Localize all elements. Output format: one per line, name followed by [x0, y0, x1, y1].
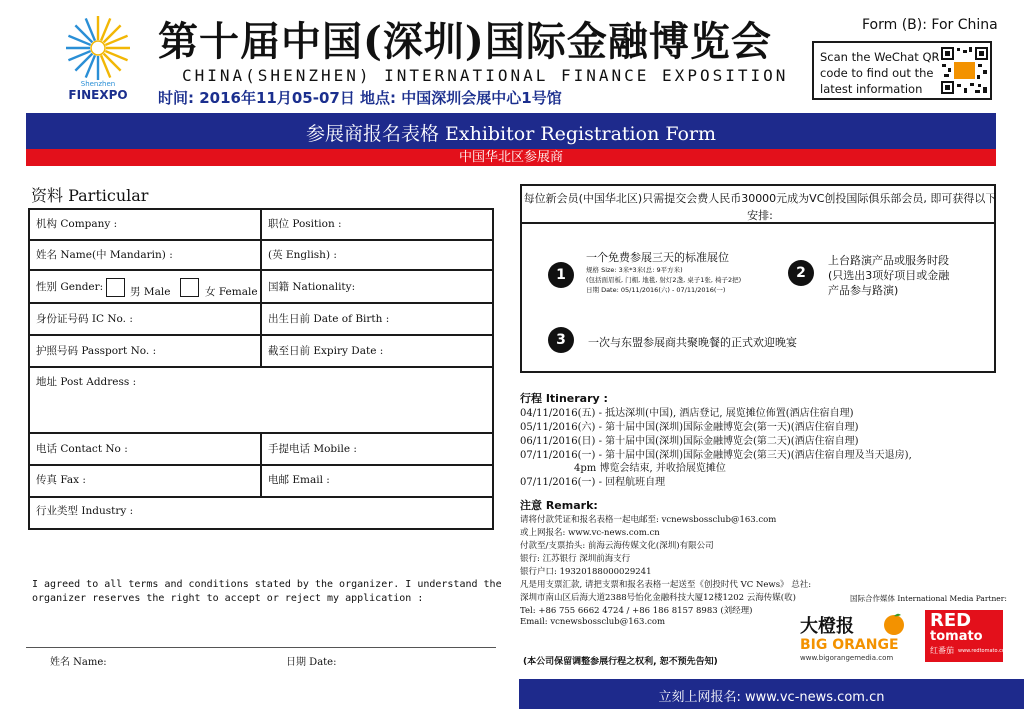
name-mandarin-field[interactable]: 姓名 Name(中 Mandarin) :	[36, 249, 173, 261]
benefit-detail: 日期 Date: 05/11/2016(六) - 07/11/2016(一)	[586, 286, 726, 294]
benefit-detail: 产品参与路演)	[828, 284, 899, 297]
passport-field[interactable]: 护照号码 Passport No. :	[36, 345, 157, 357]
page-title: 第十届中国(深圳)国际金融博览会	[158, 18, 772, 65]
logo-city: Shenzhen	[80, 80, 116, 88]
itinerary-heading: 行程 Itinerary :	[520, 392, 608, 405]
number-badge: 1	[548, 262, 574, 288]
benefit-title: 一个免费参展三天的标准展位	[586, 251, 729, 264]
remark-line: 深圳市南山区后海大道2388号怡化金融科技大厦12楼1202 云海传媒(收)	[520, 593, 796, 603]
benefit-title: 上台路演产品或服务时段	[828, 254, 949, 267]
itinerary-line: 06/11/2016(日) - 第十届中国(深圳)国际金融博览会(第二天)(酒店住宿自理)	[520, 436, 859, 447]
red-tomato-url: www.redtomato.com.my	[958, 648, 1020, 654]
qr-code-icon[interactable]	[940, 46, 989, 95]
number-badge: 2	[788, 260, 814, 286]
form-title: 参展商报名表格 Exhibitor Registration Form	[305, 123, 717, 145]
divider	[260, 208, 262, 368]
big-orange-url: www.bigorangemedia.com	[800, 654, 894, 662]
orange-fruit-icon	[882, 612, 906, 636]
email-field[interactable]: 电邮 Email :	[268, 474, 330, 486]
signature-name-field[interactable]: 姓名 Name:	[50, 657, 107, 668]
male-checkbox[interactable]	[106, 278, 125, 297]
benefit-detail: 规格 Size: 3米*3米(总: 9平方米)	[586, 266, 683, 274]
region-subtitle: 中国华北区参展商	[458, 150, 563, 165]
benefit-detail: (包括面眉板, 门楣, 地毯, 射灯2盏, 桌子1张, 椅子2把)	[586, 276, 742, 284]
remark-line: 凡是用支票汇款, 请把支票和报名表格一起送至《创投时代 VC News》 总社:	[520, 580, 812, 590]
red-tomato-cn: 红番茄	[930, 646, 954, 655]
remark-line: 付款至/支票抬头: 前海云海传媒文化(深圳)有限公司	[520, 541, 714, 551]
gender-label: 性别 Gender:	[36, 281, 104, 293]
big-orange-en: BIG ORANGE	[800, 637, 899, 653]
form-type-label: Form (B): For China	[862, 17, 998, 33]
fax-field[interactable]: 传真 Fax :	[36, 474, 86, 486]
red-tomato-line1: RED	[930, 610, 972, 631]
agreement-text: I agreed to all terms and conditions stated by the organizer. I understand the organizer reserves the right to accept or reject my application :	[32, 579, 502, 604]
mobile-field[interactable]: 手提电话 Mobile :	[268, 443, 357, 455]
remark-line: 银行户口: 19320188000029241	[520, 567, 652, 577]
divider	[260, 432, 262, 496]
benefit-list-box	[520, 222, 996, 373]
form-title-banner	[26, 113, 996, 149]
itinerary-line: 04/11/2016(五) - 抵达深圳(中国), 酒店登记, 展览摊位佈置(酒店住宿自理)	[520, 408, 854, 419]
address-field[interactable]: 地址 Post Address :	[36, 376, 137, 388]
register-online-link[interactable]: 立刻上网报名: www.vc-news.com.cn	[658, 690, 885, 705]
nationality-field[interactable]: 国籍 Nationality:	[268, 281, 356, 293]
signature-line	[26, 647, 496, 648]
big-orange-cn: 大橙报	[800, 616, 854, 637]
signature-date-field[interactable]: 日期 Date:	[286, 657, 337, 668]
position-field[interactable]: 职位 Position :	[268, 218, 342, 230]
remark-line: 银行: 江苏银行 深圳前海支行	[520, 554, 631, 564]
region-banner	[26, 149, 996, 166]
qr-caption: Scan the WeChat QR code to find out the latest information	[820, 50, 940, 96]
logo-word: FINEXPO	[68, 88, 128, 102]
register-online-bar[interactable]	[519, 679, 1024, 709]
contact-field[interactable]: 电话 Contact No :	[36, 443, 128, 455]
itinerary-line: 4pm 博览会结束, 并收拾展览摊位	[520, 463, 726, 474]
itinerary-line: 07/11/2016(一) - 第十届中国(深圳)国际金融博览会(第三天)(酒店住宿自理及当天退房),	[520, 450, 912, 461]
disclaimer: (本公司保留调整参展行程之权利, 恕不预先告知)	[523, 657, 718, 667]
name-english-field[interactable]: (英 English) :	[268, 249, 337, 261]
ic-field[interactable]: 身份证号码 IC No. :	[36, 313, 133, 325]
wechat-qr-panel	[812, 41, 992, 100]
industry-field[interactable]: 行业类型 Industry :	[36, 505, 134, 517]
benefit-detail: (只选出3项好项目或金融	[828, 269, 950, 282]
red-tomato-line2: tomato	[930, 629, 983, 644]
expiry-field[interactable]: 截至日前 Expiry Date :	[268, 345, 384, 357]
remark-heading: 注意 Remark:	[520, 499, 598, 512]
male-label: 男 Male	[130, 286, 171, 298]
remark-line: Tel: +86 755 6662 4724 / +86 186 8157 8983 (刘经理)	[520, 606, 753, 616]
number-badge: 3	[548, 327, 574, 353]
big-orange-logo	[800, 610, 908, 664]
itinerary-line: 07/11/2016(一) - 回程航班自理	[520, 477, 666, 488]
time-venue: 时间: 2016年11月05-07日 地点: 中国深圳会展中心1号馆	[158, 89, 562, 107]
company-field[interactable]: 机构 Company :	[36, 218, 118, 230]
remark-line: Email: vcnewsbossclub@163.com	[520, 617, 666, 627]
benefit-header-box	[520, 184, 996, 224]
divider	[28, 496, 494, 498]
benefit-title: 一次与东盟参展商共聚晚餐的正式欢迎晚宴	[588, 336, 797, 349]
media-partner-label: 国际合作媒体 International Media Partner:	[850, 594, 1007, 603]
dob-field[interactable]: 出生日前 Date of Birth :	[268, 313, 390, 325]
itinerary-line: 05/11/2016(六) - 第十届中国(深圳)国际金融博览会(第一天)(酒店住宿自理)	[520, 422, 859, 433]
female-label: 女 Female	[205, 286, 258, 298]
english-title: CHINA(SHENZHEN) INTERNATIONAL FINANCE EXPOSITION	[182, 66, 789, 85]
female-checkbox[interactable]	[180, 278, 199, 297]
benefit-intro: 每位新会员(中国华北区)只需提交会费人民币30000元成为VC创投国际俱乐部会员, 即可获得以下安排:	[523, 192, 997, 222]
finexpo-logo	[56, 10, 140, 104]
particular-heading: 资料 Particular	[31, 186, 149, 205]
remark-line: 或上网报名: www.vc-news.com.cn	[520, 528, 660, 538]
remark-line: 请将付款凭证和报名表格一起电邮至: vcnewsbossclub@163.com	[520, 515, 777, 525]
red-tomato-logo	[925, 610, 1020, 662]
